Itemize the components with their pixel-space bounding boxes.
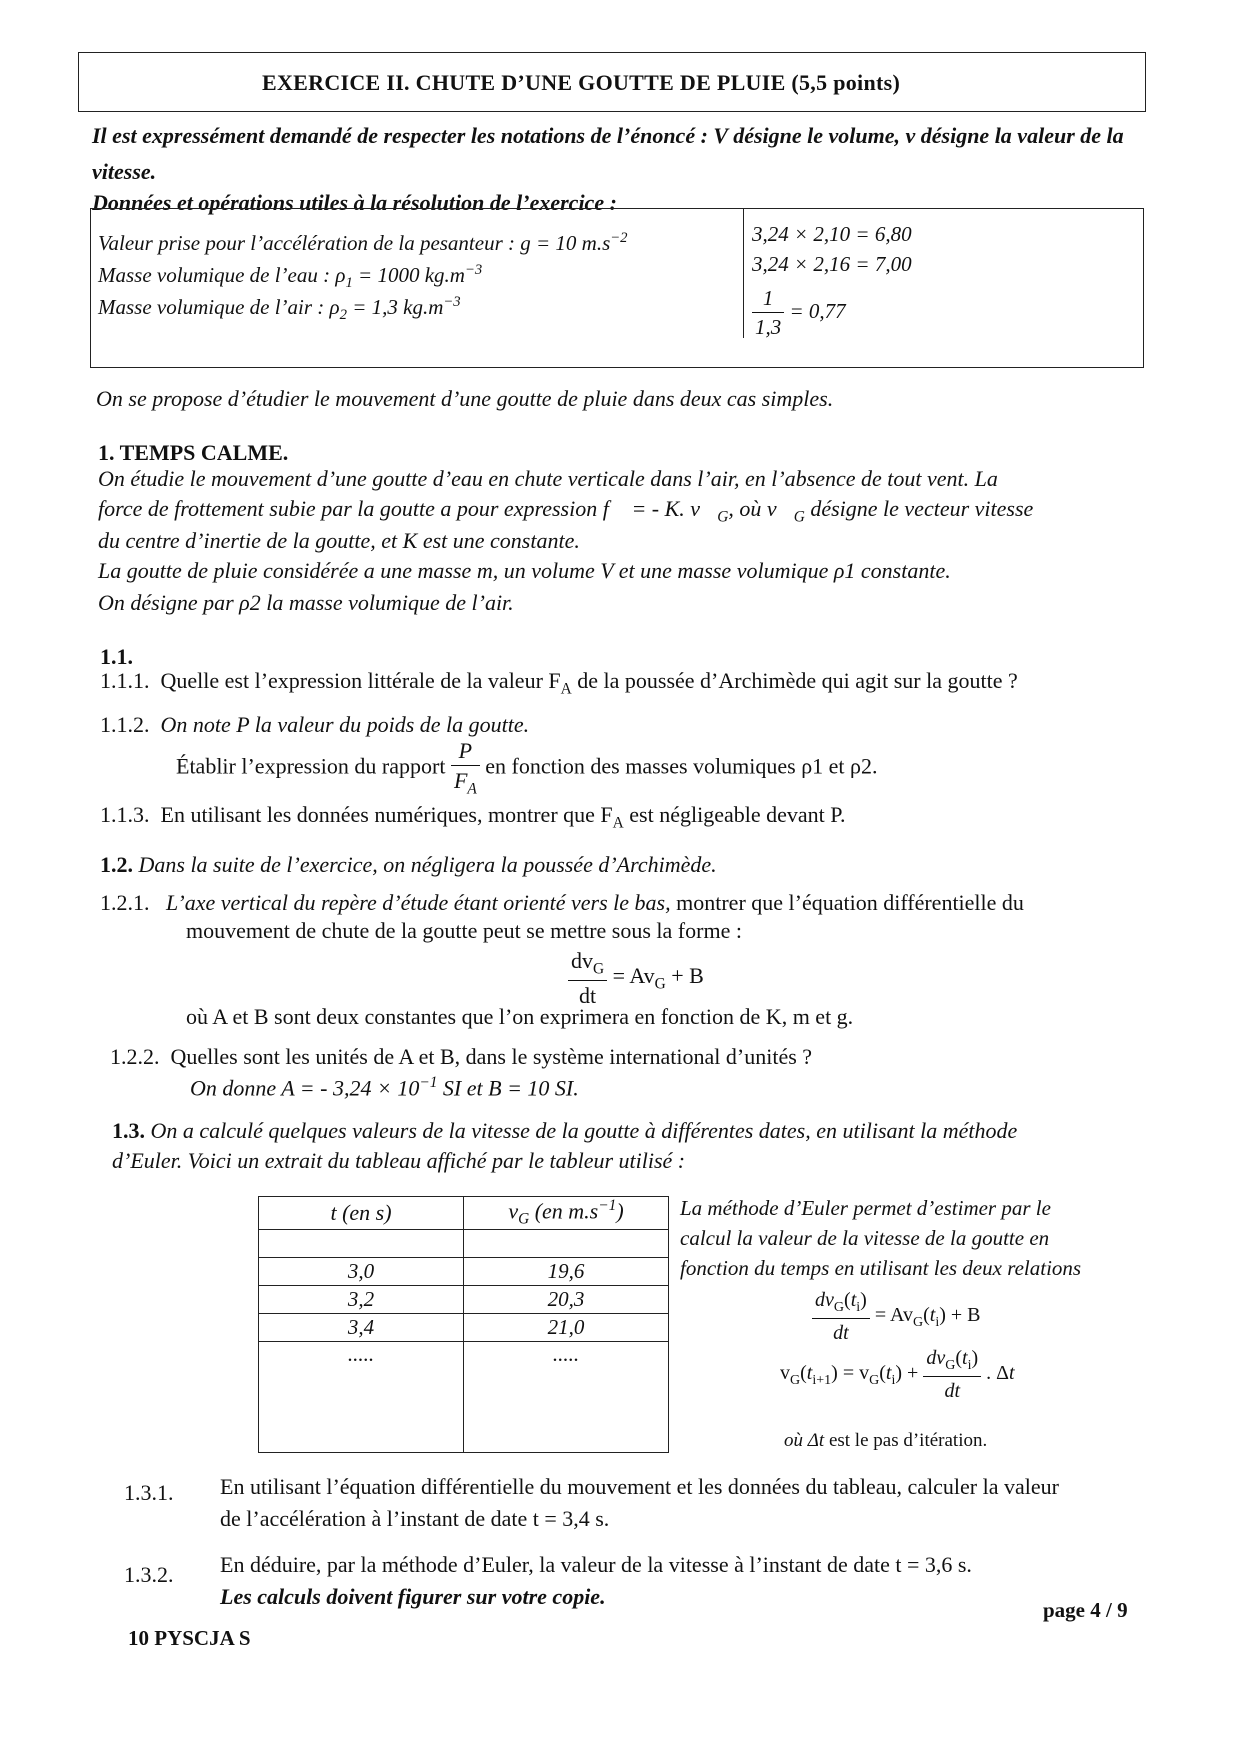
section1-line5: On désigne par ρ2 la masse volumique de l’air. bbox=[98, 590, 514, 615]
q113: 1.1.3. En utilisant les données numériques, montrer que $F_A$ est négligeable devant P. bbox=[100, 802, 846, 832]
exam-code: 10 PYSCJA S bbox=[128, 1626, 251, 1650]
q11-number: 1.1. bbox=[100, 644, 133, 669]
q112: 1.1.2. On note P la valeur du poids de la goutte. bbox=[100, 712, 530, 737]
table-cell bbox=[464, 1229, 669, 1257]
data-fraction: $\frac{1}{1,3}$ = 0,77 bbox=[752, 288, 846, 338]
differential-equation: $\frac{dv_G}{dt}$ = $Av_G + B$ bbox=[568, 950, 704, 1007]
q121-line3: où A et B sont deux constantes que l’on exprimera en fonction de K, m et g. bbox=[186, 1004, 854, 1029]
q111: 1.1.1. Quelle est l’expression littérale de la valeur $F_A$ de la poussée d’Archimède qui agit sur la goutte ? bbox=[100, 668, 1018, 698]
data-product-2: 3,24 × 2,16 = 7,00 bbox=[752, 252, 912, 276]
table-row bbox=[259, 1285, 669, 1313]
q13-line1: 1.3. On a calculé quelques valeurs de la vitesse de la goutte à différentes dates, en utilisant la méthode bbox=[112, 1118, 1018, 1143]
data-air-density: Masse volumique de l’air : $\rho_2 = 1,3$ $kg.m^{-3}$ bbox=[98, 294, 461, 324]
exercise-title: EXERCICE II. CHUTE D’UNE GOUTTE DE PLUIE (5,5 points) bbox=[262, 70, 901, 95]
q122-given: On donne A = - $3,24 \times 10^{-1}$ SI et B = 10 SI. bbox=[190, 1074, 579, 1101]
table-header-cell: $v_G$ (en $m.s^{-1}$) bbox=[464, 1197, 669, 1230]
q122: 1.2.2. Quelles sont les unités de A et B, dans le système international d’unités ? bbox=[110, 1044, 813, 1069]
q13-line2: d’Euler. Voici un extrait du tableau affiché par le tableur utilisé : bbox=[112, 1148, 686, 1173]
table-row bbox=[259, 1229, 669, 1257]
table-header-row bbox=[259, 1197, 669, 1230]
table-cell: 3,4 bbox=[259, 1313, 464, 1341]
table-cell: 3,2 bbox=[259, 1285, 464, 1313]
table-cell: 21,0 bbox=[464, 1313, 669, 1341]
q132-text: En déduire, par la méthode d’Euler, la valeur de la vitesse à l’instant de date t = 3,6 s. Les calculs doivent figurer sur votre copie. bbox=[220, 1552, 972, 1609]
q121-line2: mouvement de chute de la goutte peut se mettre sous la forme : bbox=[186, 918, 742, 943]
q112-ratio-line: Établir l’expression du rapport $\frac{P}{F_A}$ en fonction des masses volumiques ρ1 et ρ2. bbox=[176, 738, 878, 798]
q132: 1.3.2. bbox=[124, 1562, 174, 1587]
section1-line2: force de frottement subie par la goutte a pour expression f⃗ = - K. $v⃗_G$, où $v⃗_G$ désigne le vecteur vitesse bbox=[98, 496, 1034, 526]
table-cell: 3,0 bbox=[259, 1257, 464, 1285]
table-header-cell: t (en s) bbox=[259, 1197, 464, 1230]
data-separator bbox=[743, 208, 744, 338]
euler-side-3: fonction du temps en utilisant les deux relations bbox=[680, 1256, 1082, 1280]
euler-side-2: calcul la valeur de la vitesse de la goutte en bbox=[680, 1226, 1050, 1250]
data-product-1: 3,24 × 2,10 = 6,80 bbox=[752, 222, 912, 246]
data-title: Données et opérations utiles à la résolution de l’exercice : bbox=[92, 190, 617, 215]
section1-line4: La goutte de pluie considérée a une masse m, un volume V et une masse volumique ρ1 constante. bbox=[98, 558, 951, 583]
table-row bbox=[259, 1313, 669, 1341]
section1-heading: 1. TEMPS CALME. bbox=[98, 440, 289, 465]
euler-step-note: où Δt est le pas d’itération. bbox=[784, 1430, 988, 1451]
euler-relation-2: $v_G(t_{i+1}) = v_G(t_i)$ + $\frac{dv_G(t_i)}{dt}$ . Δt bbox=[780, 1347, 1015, 1402]
section1-line3: du centre d’inertie de la goutte, et K est une constante. bbox=[98, 528, 580, 553]
lead-text: On se propose d’étudier le mouvement d’une goutte de pluie dans deux cas simples. bbox=[96, 386, 834, 411]
intro-notice: Il est expressément demandé de respecter les notations de l’énoncé : V désigne le volume, v désigne la valeur de la vitesse. bbox=[92, 123, 1124, 184]
section1-line1: On étudie le mouvement d’une goutte d’eau en chute verticale dans l’air, en l’absence de tout vent. La bbox=[98, 466, 998, 491]
euler-table bbox=[258, 1196, 669, 1453]
q12-heading: 1.2. Dans la suite de l’exercice, on négligera la poussée d’Archimède. bbox=[100, 852, 717, 877]
q131: 1.3.1. bbox=[124, 1480, 174, 1505]
table-row bbox=[259, 1341, 669, 1452]
table-row bbox=[259, 1257, 669, 1285]
euler-relation-1: $\frac{dv_G(t_i)}{dt}$ = $Av_G(t_i) + B$ bbox=[812, 1290, 980, 1343]
data-water-density: Masse volumique de l’eau : $\rho_1 = 1000$ $kg.m^{-3}$ bbox=[98, 262, 483, 292]
euler-side-1: La méthode d’Euler permet d’estimer par le bbox=[680, 1196, 1051, 1220]
table-cell: ..... bbox=[464, 1341, 669, 1452]
q121: 1.2.1. L’axe vertical du repère d’étude étant orienté vers le bas, montrer que l’équation différentielle du bbox=[100, 890, 1024, 915]
data-gravity: Valeur prise pour l’accélération de la pesanteur : g = 10 $m.s^{-2}$ bbox=[98, 230, 628, 255]
table-cell: 20,3 bbox=[464, 1285, 669, 1313]
table-cell: 19,6 bbox=[464, 1257, 669, 1285]
table-cell: ..... bbox=[259, 1341, 464, 1452]
table-cell bbox=[259, 1229, 464, 1257]
q131-text: En utilisant l’équation différentielle du mouvement et les données du tableau, calculer la valeur de l’accélération à l’instant de date t = 3,4 s. bbox=[220, 1474, 1059, 1531]
page-number: page 4 / 9 bbox=[1043, 1598, 1128, 1622]
